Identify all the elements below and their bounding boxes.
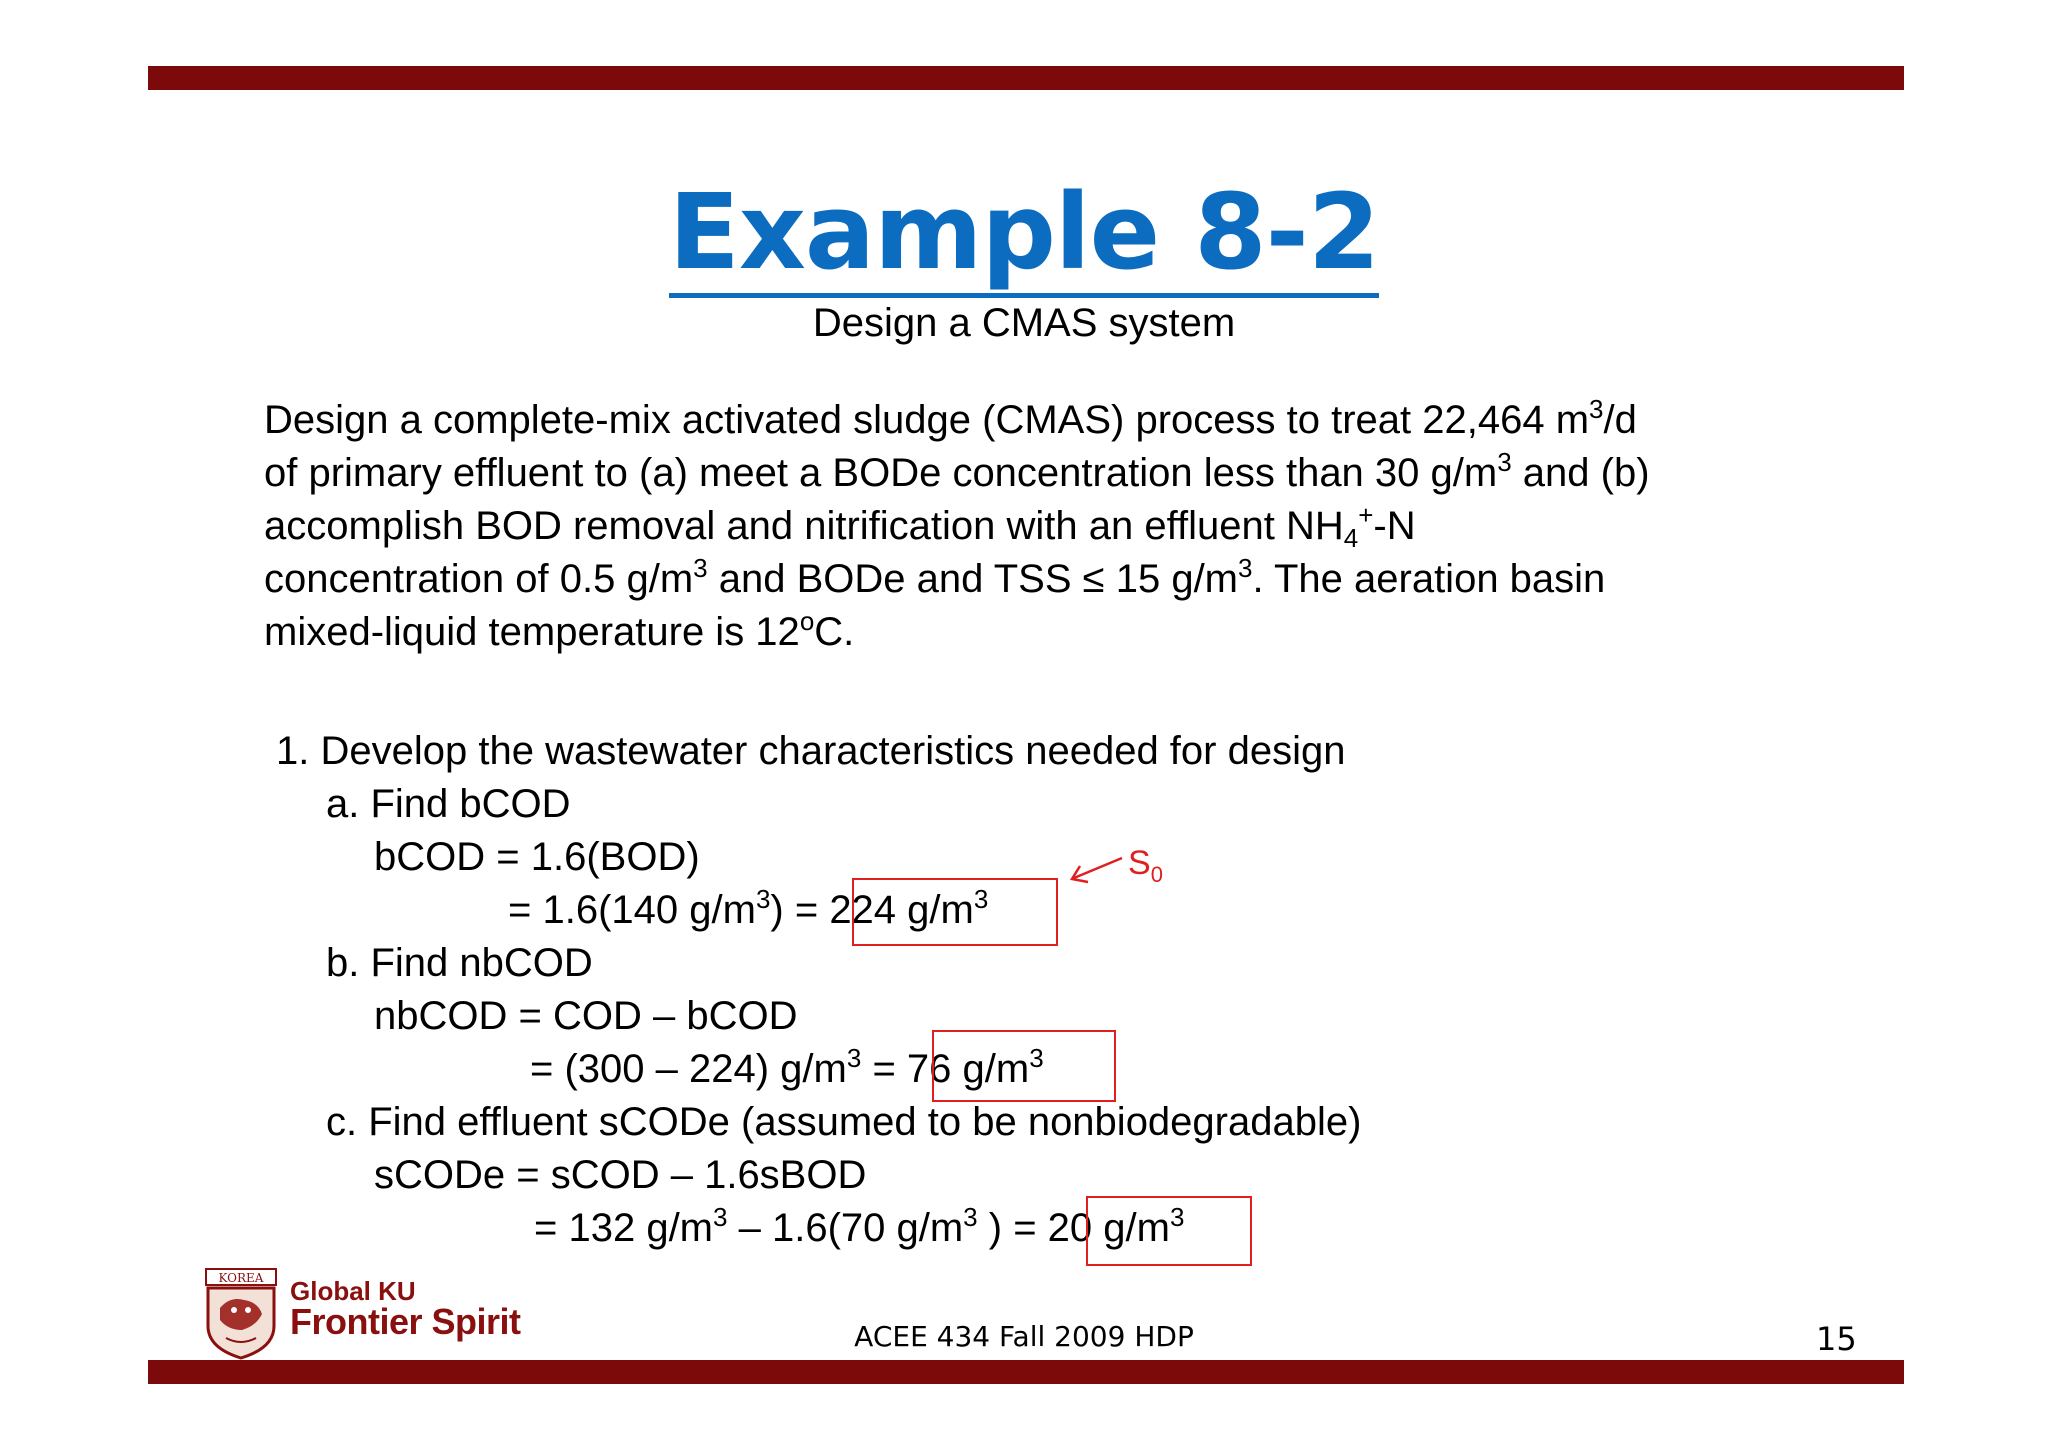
problem-line: accomplish BOD removal and nitrification with an effluent $NH_4^+-N$	[264, 500, 1416, 553]
footer-course-label: ACEE 434 Fall 2009 HDP	[854, 1320, 1194, 1353]
step-b-calculation: = (300 – 224) $g/m^3 = 76$ $g/m^3$	[530, 1043, 1044, 1091]
page-subtitle: Design a CMAS system	[812, 301, 1236, 345]
problem-line: of primary effluent to (a) meet a BODe concentration less than 30 $g/m^3$ and (b)	[264, 447, 1650, 495]
page-number: 15	[1816, 1320, 1857, 1358]
step-a-result: 224 $g/m^3$	[829, 884, 989, 932]
step-c-equation: sCODe = sCOD – 1.6sBOD	[374, 1153, 867, 1197]
svg-text:KOREA: KOREA	[218, 1271, 264, 1285]
step-c-calculation: = 132 $g/m^3 - 1.6(70$ $g/m^3$ ) = 20 $g/m^3$	[534, 1202, 1185, 1250]
result-box	[852, 878, 1058, 946]
step-a-calculation: = 1.6(140 $g/m^3) = 224$ $g/m^3$	[508, 884, 989, 932]
result-box	[1086, 1196, 1252, 1266]
problem-statement	[264, 394, 1824, 659]
step-a-heading: a. Find bCOD	[326, 782, 571, 826]
step-1-heading: 1. Develop the wastewater characteristics needed for design	[276, 729, 1346, 773]
logo-tagline: Global KU	[290, 1276, 416, 1306]
step-b-equation: nbCOD = COD – bCOD	[374, 994, 798, 1038]
page-title: Example 8-2	[0, 172, 2048, 292]
logo-slogan: Frontier Spirit	[290, 1301, 521, 1342]
bottom-rule	[148, 1360, 1904, 1384]
annotation-arrow-icon	[1066, 852, 1128, 886]
step-b-heading: b. Find nbCOD	[326, 941, 593, 985]
top-rule	[148, 66, 1904, 90]
problem-line: mixed-liquid temperature is 12$^o$C.	[264, 606, 855, 654]
result-box	[932, 1030, 1116, 1102]
step-a-equation: bCOD = 1.6(BOD)	[374, 835, 700, 879]
step-b-result: 76 $g/m^3$	[906, 1043, 1044, 1091]
problem-line: concentration of 0.5 $g/m^3$ and BODe and TSS ≤ 15 $g/m^3$. The aeration basin	[264, 553, 1606, 601]
annotation-s0: $S_0$	[1128, 844, 1163, 887]
step-c-heading: c. Find effluent sCODe (assumed to be nonbiodegradable)	[326, 1100, 1362, 1144]
problem-line: Design a complete-mix activated sludge (CMAS) process to treat 22,464 $m^3/d$	[264, 394, 1637, 442]
step-c-result: 20 $g/m^3$	[1047, 1202, 1185, 1250]
